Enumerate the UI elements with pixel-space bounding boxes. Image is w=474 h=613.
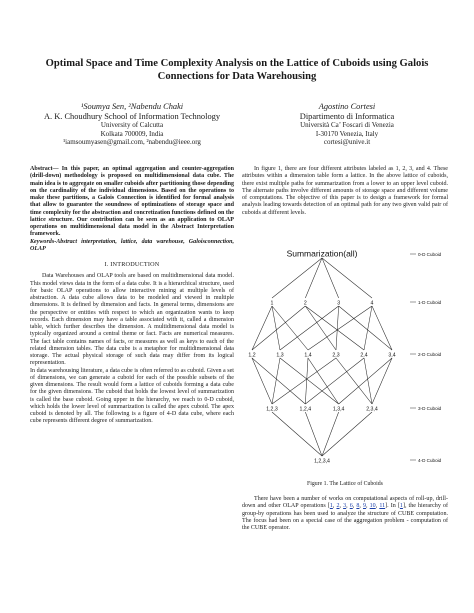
lattice-node-label: 1,3,4 <box>332 406 345 413</box>
intro-paragraph-1: Data Warehouses and OLAP tools are based on multidimensional data model. This model views data in the form of a data cube. It is a hierarchical structure, used for basic OLAP operations to allow interactive mining at multiple levels of abstraction. A data cube allows data to be modeled and viewed in multiple dimensions. It is defined by dimension and facts. In general terms, dimensions are the perspective or entities with respect to which an organization wants to keep records. Each dimension may have a table associated with it, called a dimension table, which further describes the dimension. A multidimensional data model is typically organized around a central theme or fact. Facts are numerical measures. The fact table contains names of facts, or measures as well as keys to each of the related dimension tables. The data cube is a metaphor for multidimensional data storage. The actual physical storage of such data may differ from its logical representation. <box>30 273 234 367</box>
section-heading-introduction: I. INTRODUCTION <box>104 261 160 268</box>
level-label: 3-D Cuboid <box>418 406 442 411</box>
lattice-edge <box>252 306 272 350</box>
lattice-edge <box>322 412 372 456</box>
related-work-prefix: There have been a number of works on computational aspects of roll-up, drill-down and other OLAP operations [ <box>242 496 448 510</box>
reference-link[interactable]: 9 <box>363 503 367 510</box>
lattice-edge <box>252 358 272 404</box>
lattice-node-label: 1,4 <box>304 352 312 359</box>
right-column-bottom <box>242 496 448 532</box>
author-institution-left: A. K. Choudhury School of Information Technology <box>43 111 221 121</box>
lattice-edge <box>272 258 322 298</box>
reference-link[interactable]: 10 <box>369 503 376 510</box>
author-emails-left: ¹iamsoumyasen@gmail.com, ²nabendu@ieee.org <box>63 138 201 146</box>
reference-link[interactable]: 1 <box>399 503 403 510</box>
lattice-node-label: 1,2,4 <box>299 406 312 413</box>
lattice-node-label: 2,3,4 <box>366 406 378 413</box>
lattice-node-label: 2 <box>303 300 307 307</box>
left-column <box>30 166 234 426</box>
lattice-edge <box>336 306 339 350</box>
author-block-left <box>30 102 234 146</box>
level-label: 1-D Cuboid <box>418 300 442 305</box>
level-label: 4-D Cuboid <box>418 458 442 463</box>
related-work-paragraph: There have been a number of works on computational aspects of roll-up, drill-down and other OLAP operations [1, 2, 3, 6, 8, 9, 10, 11]. In [1], the hierarchy of group-by operations has been used to analyze the structure of CUBE computation. The focus had been on a special case of the aggregation problem - computation of the CUBE operator. <box>242 496 448 531</box>
figure-caption: Figure 1. The Lattice of Cuboids <box>307 481 383 487</box>
keywords: Keywords-Abstract interpretation, lattice, data warehouse, Galoisconnection, OLAP <box>30 238 234 252</box>
lattice-node-label: 1,2,3 <box>266 406 278 413</box>
author-block-right <box>252 102 442 146</box>
author-city-left: Kolkata 700009, India <box>100 129 164 138</box>
abstract: Abstract— In this paper, an optimal aggregation and counter-aggregation (drill-down) methodology is proposed on multidimensional data cube. The main idea is to aggregate on smaller cuboids after partitioning those depending on the cardinality of the individual dimensions. Based on the operations to make these partitions, a Galois Connection is identified for formal analysis that allow to guarantee the soundness of optimizations of storage space and time complexity for the abstraction and concretization functions defined on the lattice structure. Our contribution can be seen as an application to OLAP operations on multidimensional data model in the Abstract Interpretation framework. <box>30 166 234 238</box>
lattice-node-label: 3,4 <box>388 352 396 359</box>
lattice-edge <box>322 258 372 298</box>
lattice-edge <box>305 258 322 298</box>
right-column-top <box>242 166 448 217</box>
lattice-edge <box>372 358 392 404</box>
author-names-right: Agostino Cortesi <box>318 102 376 111</box>
author-university-right: Università Ca’ Foscari di Venezia <box>300 121 394 130</box>
lattice-edge <box>305 358 364 404</box>
intro-paragraph-3: In figure 1, there are four different attributes labeled as 1, 2, 3, and 4. These attributes within a dimension table form a lattice. In the above lattice of cuboids, there exist multiple paths for summarization from a lower to an upper level cuboid. The alternate paths involve different amounts of storage space and different volume of computations. The objective of this paper is to design a framework for formal analysis leading towards detection of an optimal path for any two given valid pair of cuboids at different levels. <box>242 166 448 216</box>
lattice-edges <box>252 258 392 456</box>
lattice-edge <box>272 358 336 404</box>
lattice-edge <box>305 412 322 456</box>
reference-link[interactable]: 3 <box>343 503 347 510</box>
lattice-nodes <box>246 249 398 465</box>
lattice-edge <box>280 358 339 404</box>
lattice-node-label: 3 <box>337 300 341 307</box>
lattice-edge <box>305 306 364 350</box>
reference-link[interactable]: 11 <box>379 503 386 510</box>
lattice-node-label: 1,2 <box>248 352 256 359</box>
intro-paragraph-2: In data warehousing literature, a data cube is often referred to as cuboid. Given a set of dimensions, we can generate a cuboid for each of the possible subsets of the given dimensions. The result would form a lattice of cuboids forming a data cube for the given dimensions. The cuboid that holds the lowest level of summarization is called the base cuboid. Going upper in the hierarchy, we reach to 0-D cuboid, which holds the lower level of summarization is called the apex cuboid. The apex cuboid is denoted by all. The following is a figure of 4-D data cube, where each cube represents different degree of summarization. <box>30 367 234 425</box>
related-work-suffix: ], the hierarchy of group-by operations has been used to analyze the structure of CUBE computation. The focus had been on a special case of the aggregation problem - computation of the CUBE operator. <box>242 503 448 531</box>
author-university-left: University of Calcutta <box>100 121 164 130</box>
lattice-edge <box>336 358 372 404</box>
author-email-right: cortesi@unive.it <box>323 138 371 146</box>
lattice-node-label: 4 <box>370 300 374 307</box>
lattice-edge <box>308 358 339 404</box>
lattice-edge <box>322 258 339 298</box>
lattice-figure <box>242 232 448 476</box>
lattice-node-label: 1 <box>270 300 274 307</box>
level-label: 2-D Cuboid <box>418 352 442 357</box>
reference-link[interactable]: 8 <box>356 503 360 510</box>
related-work-mid: ]. In [ <box>385 503 400 510</box>
author-department-right: Dipartimento di Informatica <box>299 111 395 121</box>
lattice-node-label: 1,2,3,4 <box>314 458 330 465</box>
level-label: 0-D Cuboid <box>418 252 442 257</box>
author-names-left: ¹Soumya Sen, ²Nabendu Chaki <box>80 102 184 111</box>
lattice-level-labels <box>410 252 442 463</box>
lattice-edge <box>372 306 392 350</box>
lattice-edge <box>305 358 308 404</box>
lattice-edge <box>305 306 336 350</box>
author-city-right: I-30170 Venezia, Italy <box>315 129 379 138</box>
reference-link[interactable]: 1 <box>329 503 333 510</box>
lattice-edge <box>272 412 322 456</box>
lattice-edge <box>280 306 339 350</box>
lattice-root-label: Summarization(all) <box>286 248 358 259</box>
reference-link[interactable]: 6 <box>349 503 353 510</box>
lattice-node-label: 2,4 <box>360 352 368 359</box>
lattice-edge <box>308 306 372 350</box>
lattice-node-label: 1,3 <box>276 352 284 359</box>
reference-link[interactable]: 2 <box>336 503 340 510</box>
paper-title: Optimal Space and Time Complexity Analysis on the Lattice of Cuboids using Galois Connections for Data Warehousing <box>45 58 429 82</box>
lattice-node-label: 2,3 <box>332 352 340 359</box>
lattice-edge <box>272 306 308 350</box>
lattice-edge <box>322 412 339 456</box>
